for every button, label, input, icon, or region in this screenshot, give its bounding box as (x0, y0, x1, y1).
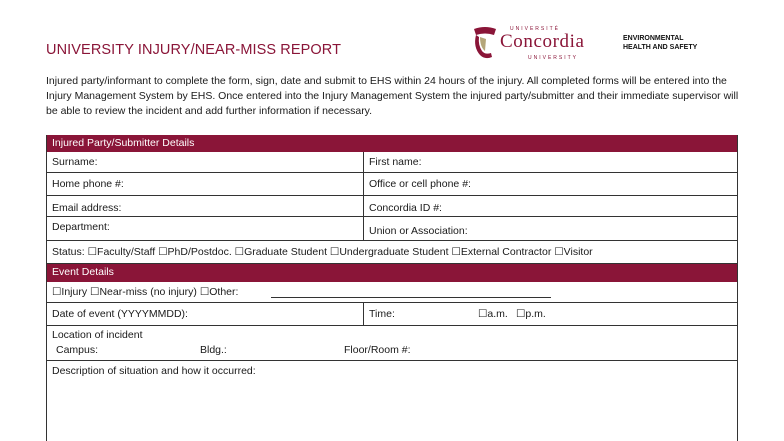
status-option-label: Visitor (563, 246, 593, 258)
status-option-label: External Contractor (460, 246, 552, 258)
surname-field[interactable]: Surname: (52, 156, 98, 168)
concordia-id-field[interactable]: Concordia ID #: (363, 196, 737, 216)
logo-wordmark: Concordia (500, 31, 585, 52)
intro-paragraph: Injured party/informant to complete the form, sign, date and submit to EHS within 24 hours of the injury. All completed forms will be entered into the Injury Management System by EHS. Once entered into the Injury Management System the injured party/submitter and their immediate supervisor will be able to review the incident and add further information if necessary. (46, 75, 739, 117)
bldg-field[interactable]: Bldg.: (200, 344, 227, 356)
event-type-group (52, 286, 238, 298)
logo-university-text: UNIVERSITY (528, 55, 579, 61)
status-checkbox-visitor[interactable]: ☐Visitor (554, 246, 593, 258)
event-date-field[interactable]: Date of event (YYYYMMDD): (52, 308, 188, 320)
status-checkbox-faculty[interactable]: ☐Faculty/Staff (87, 246, 156, 258)
home-phone-field[interactable]: Home phone #: (52, 178, 124, 190)
row-phones (47, 173, 737, 196)
event-option-label: Other: (209, 286, 239, 298)
status-checkbox-undergraduate[interactable]: ☐Undergraduate Student (329, 246, 449, 258)
campus-field[interactable]: Campus: (56, 344, 99, 356)
office-phone-field[interactable]: Office or cell phone #: (363, 173, 737, 195)
event-checkbox-near-miss[interactable]: ☐Near-miss (no injury) (90, 286, 197, 298)
row-email (47, 196, 737, 217)
report-form (46, 135, 738, 441)
event-option-label: Injury (61, 286, 88, 298)
crest-icon (470, 25, 500, 61)
row-department (47, 217, 737, 241)
time-field[interactable]: Time: (369, 308, 395, 320)
description-label: Description of situation and how it occurred: (52, 365, 256, 377)
first-name-field[interactable]: First name: (363, 152, 737, 172)
description-field[interactable] (47, 361, 737, 441)
ehs-line-2: HEALTH AND SAFETY (623, 44, 698, 51)
am-label: a.m. (487, 308, 508, 320)
union-field[interactable]: Union or Association: (363, 217, 737, 240)
ehs-label (623, 34, 697, 52)
pm-label: p.m. (525, 308, 546, 320)
status-checkbox-graduate[interactable]: ☐Graduate Student (234, 246, 327, 258)
other-blank-line[interactable] (271, 297, 551, 298)
row-status (47, 241, 737, 264)
status-checkbox-phd[interactable]: ☐PhD/Postdoc. (158, 246, 232, 258)
department-field[interactable]: Department: (52, 221, 110, 233)
concordia-logo (470, 24, 610, 66)
time-pm-checkbox[interactable]: ☐p.m. (516, 308, 546, 320)
location-label: Location of incident (52, 329, 143, 341)
status-group (52, 246, 593, 258)
row-location (47, 326, 737, 361)
status-option-label: PhD/Postdoc. (167, 246, 232, 258)
email-field[interactable]: Email address: (52, 202, 122, 214)
status-checkbox-contractor[interactable]: ☐External Contractor (451, 246, 552, 258)
status-option-label: Graduate Student (244, 246, 327, 258)
ehs-line-1: ENVIRONMENTAL (623, 35, 684, 42)
time-am-checkbox[interactable]: ☐a.m. (478, 308, 508, 320)
event-option-label: Near-miss (no injury) (99, 286, 197, 298)
status-label: Status: (52, 246, 85, 258)
floor-room-field[interactable]: Floor/Room #: (344, 344, 411, 356)
section-header-submitter: Injured Party/Submitter Details (47, 135, 737, 152)
event-checkbox-other[interactable]: ☐Other: (199, 286, 239, 298)
logo-universite-text: UNIVERSITÉ (510, 26, 561, 32)
event-checkbox-injury[interactable]: ☐Injury (52, 286, 88, 298)
status-option-label: Undergraduate Student (339, 246, 449, 258)
row-names (47, 152, 737, 173)
section-header-event: Event Details (47, 264, 737, 282)
page-title: UNIVERSITY INJURY/NEAR-MISS REPORT (46, 42, 342, 58)
row-date-time (47, 303, 737, 326)
status-option-label: Faculty/Staff (97, 246, 156, 258)
row-event-type (47, 282, 737, 303)
time-cell (363, 303, 737, 325)
